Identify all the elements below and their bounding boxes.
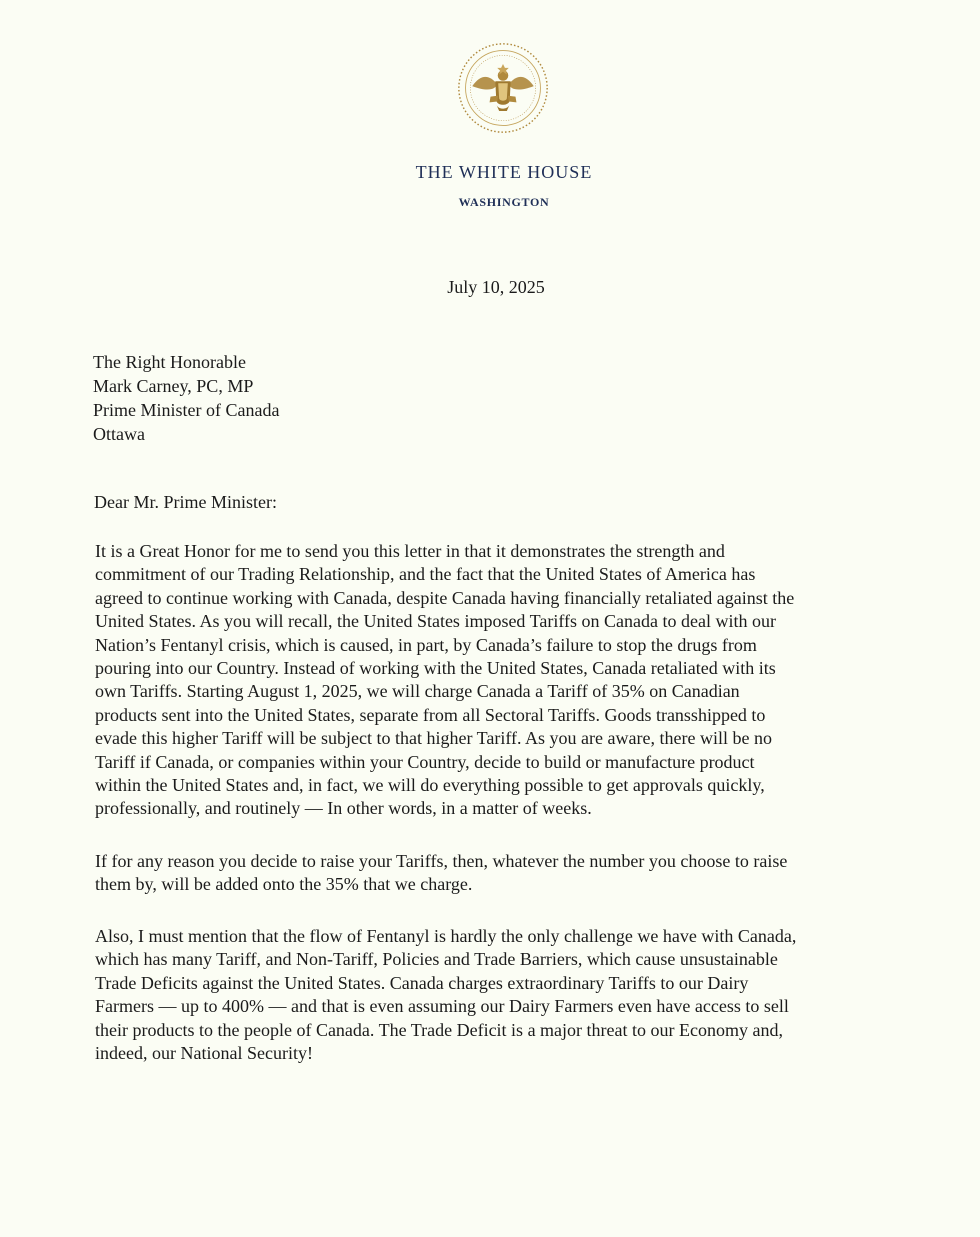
paragraph-line: professionally, and routinely — In other words, in a matter of weeks.	[95, 798, 592, 819]
paragraph-line: commitment of our Trading Relationship, and the fact that the United States of America has	[95, 564, 756, 585]
recipient-line: The Right Honorable	[93, 352, 246, 372]
body-paragraph-3	[95, 925, 796, 1065]
recipient-address	[93, 350, 279, 446]
letterhead-title: THE WHITE HOUSE	[415, 162, 593, 182]
paragraph-line: evade this higher Tariff will be subject to that higher Tariff. As you are aware, there will be no	[95, 728, 772, 749]
presidential-seal-icon	[455, 40, 551, 136]
paragraph-line: agreed to continue working with Canada, despite Canada having financially retaliated against the	[95, 587, 795, 608]
salutation: Dear Mr. Prime Minister:	[94, 492, 277, 512]
paragraph-line: Tariff if Canada, or companies within your Country, decide to build or manufacture product	[95, 751, 755, 772]
paragraph-line: them by, will be added onto the 35% that we charge.	[95, 874, 473, 895]
paragraph-line: own Tariffs. Starting August 1, 2025, we will charge Canada a Tariff of 35% on Canadian	[95, 681, 740, 702]
paragraph-line: their products to the people of Canada. The Trade Deficit is a major threat to our Economy and,	[95, 1019, 783, 1040]
paragraph-line: products sent into the United States, separate from all Sectoral Tariffs. Goods transshipped to	[95, 704, 766, 725]
letter-date: July 10, 2025	[447, 277, 545, 297]
paragraph-line: United States. As you will recall, the United States imposed Tariffs on Canada to deal with our	[95, 611, 776, 632]
paragraph-line: If for any reason you decide to raise your Tariffs, then, whatever the number you choose to raise	[95, 851, 788, 871]
recipient-line: Ottawa	[93, 424, 145, 444]
body-paragraph-2	[95, 850, 787, 897]
paragraph-line: It is a Great Honor for me to send you this letter in that it demonstrates the strength and	[95, 541, 725, 561]
paragraph-line: within the United States and, in fact, we will do everything possible to get approvals quickly,	[95, 775, 765, 796]
paragraph-line: which has many Tariff, and Non-Tariff, Policies and Trade Barriers, which cause unsustainable	[95, 949, 778, 970]
recipient-line: Mark Carney, PC, MP	[93, 376, 254, 396]
paragraph-line: Nation’s Fentanyl crisis, which is caused, in part, by Canada’s failure to stop the drugs from	[95, 634, 757, 655]
letterhead-location: WASHINGTON	[458, 195, 550, 209]
paragraph-line: indeed, our National Security!	[95, 1043, 313, 1064]
body-paragraph-1	[95, 540, 794, 821]
paragraph-line: Farmers — up to 400% — and that is even assuming our Dairy Farmers even have access to sell	[95, 996, 789, 1017]
paragraph-line: Also, I must mention that the flow of Fentanyl is hardly the only challenge we have with Canada,	[95, 926, 797, 946]
paragraph-line: pouring into our Country. Instead of working with the United States, Canada retaliated with its	[95, 658, 776, 679]
paragraph-line: Trade Deficits against the United States. Canada charges extraordinary Tariffs to our Dairy	[95, 972, 749, 993]
recipient-line: Prime Minister of Canada	[93, 400, 280, 420]
